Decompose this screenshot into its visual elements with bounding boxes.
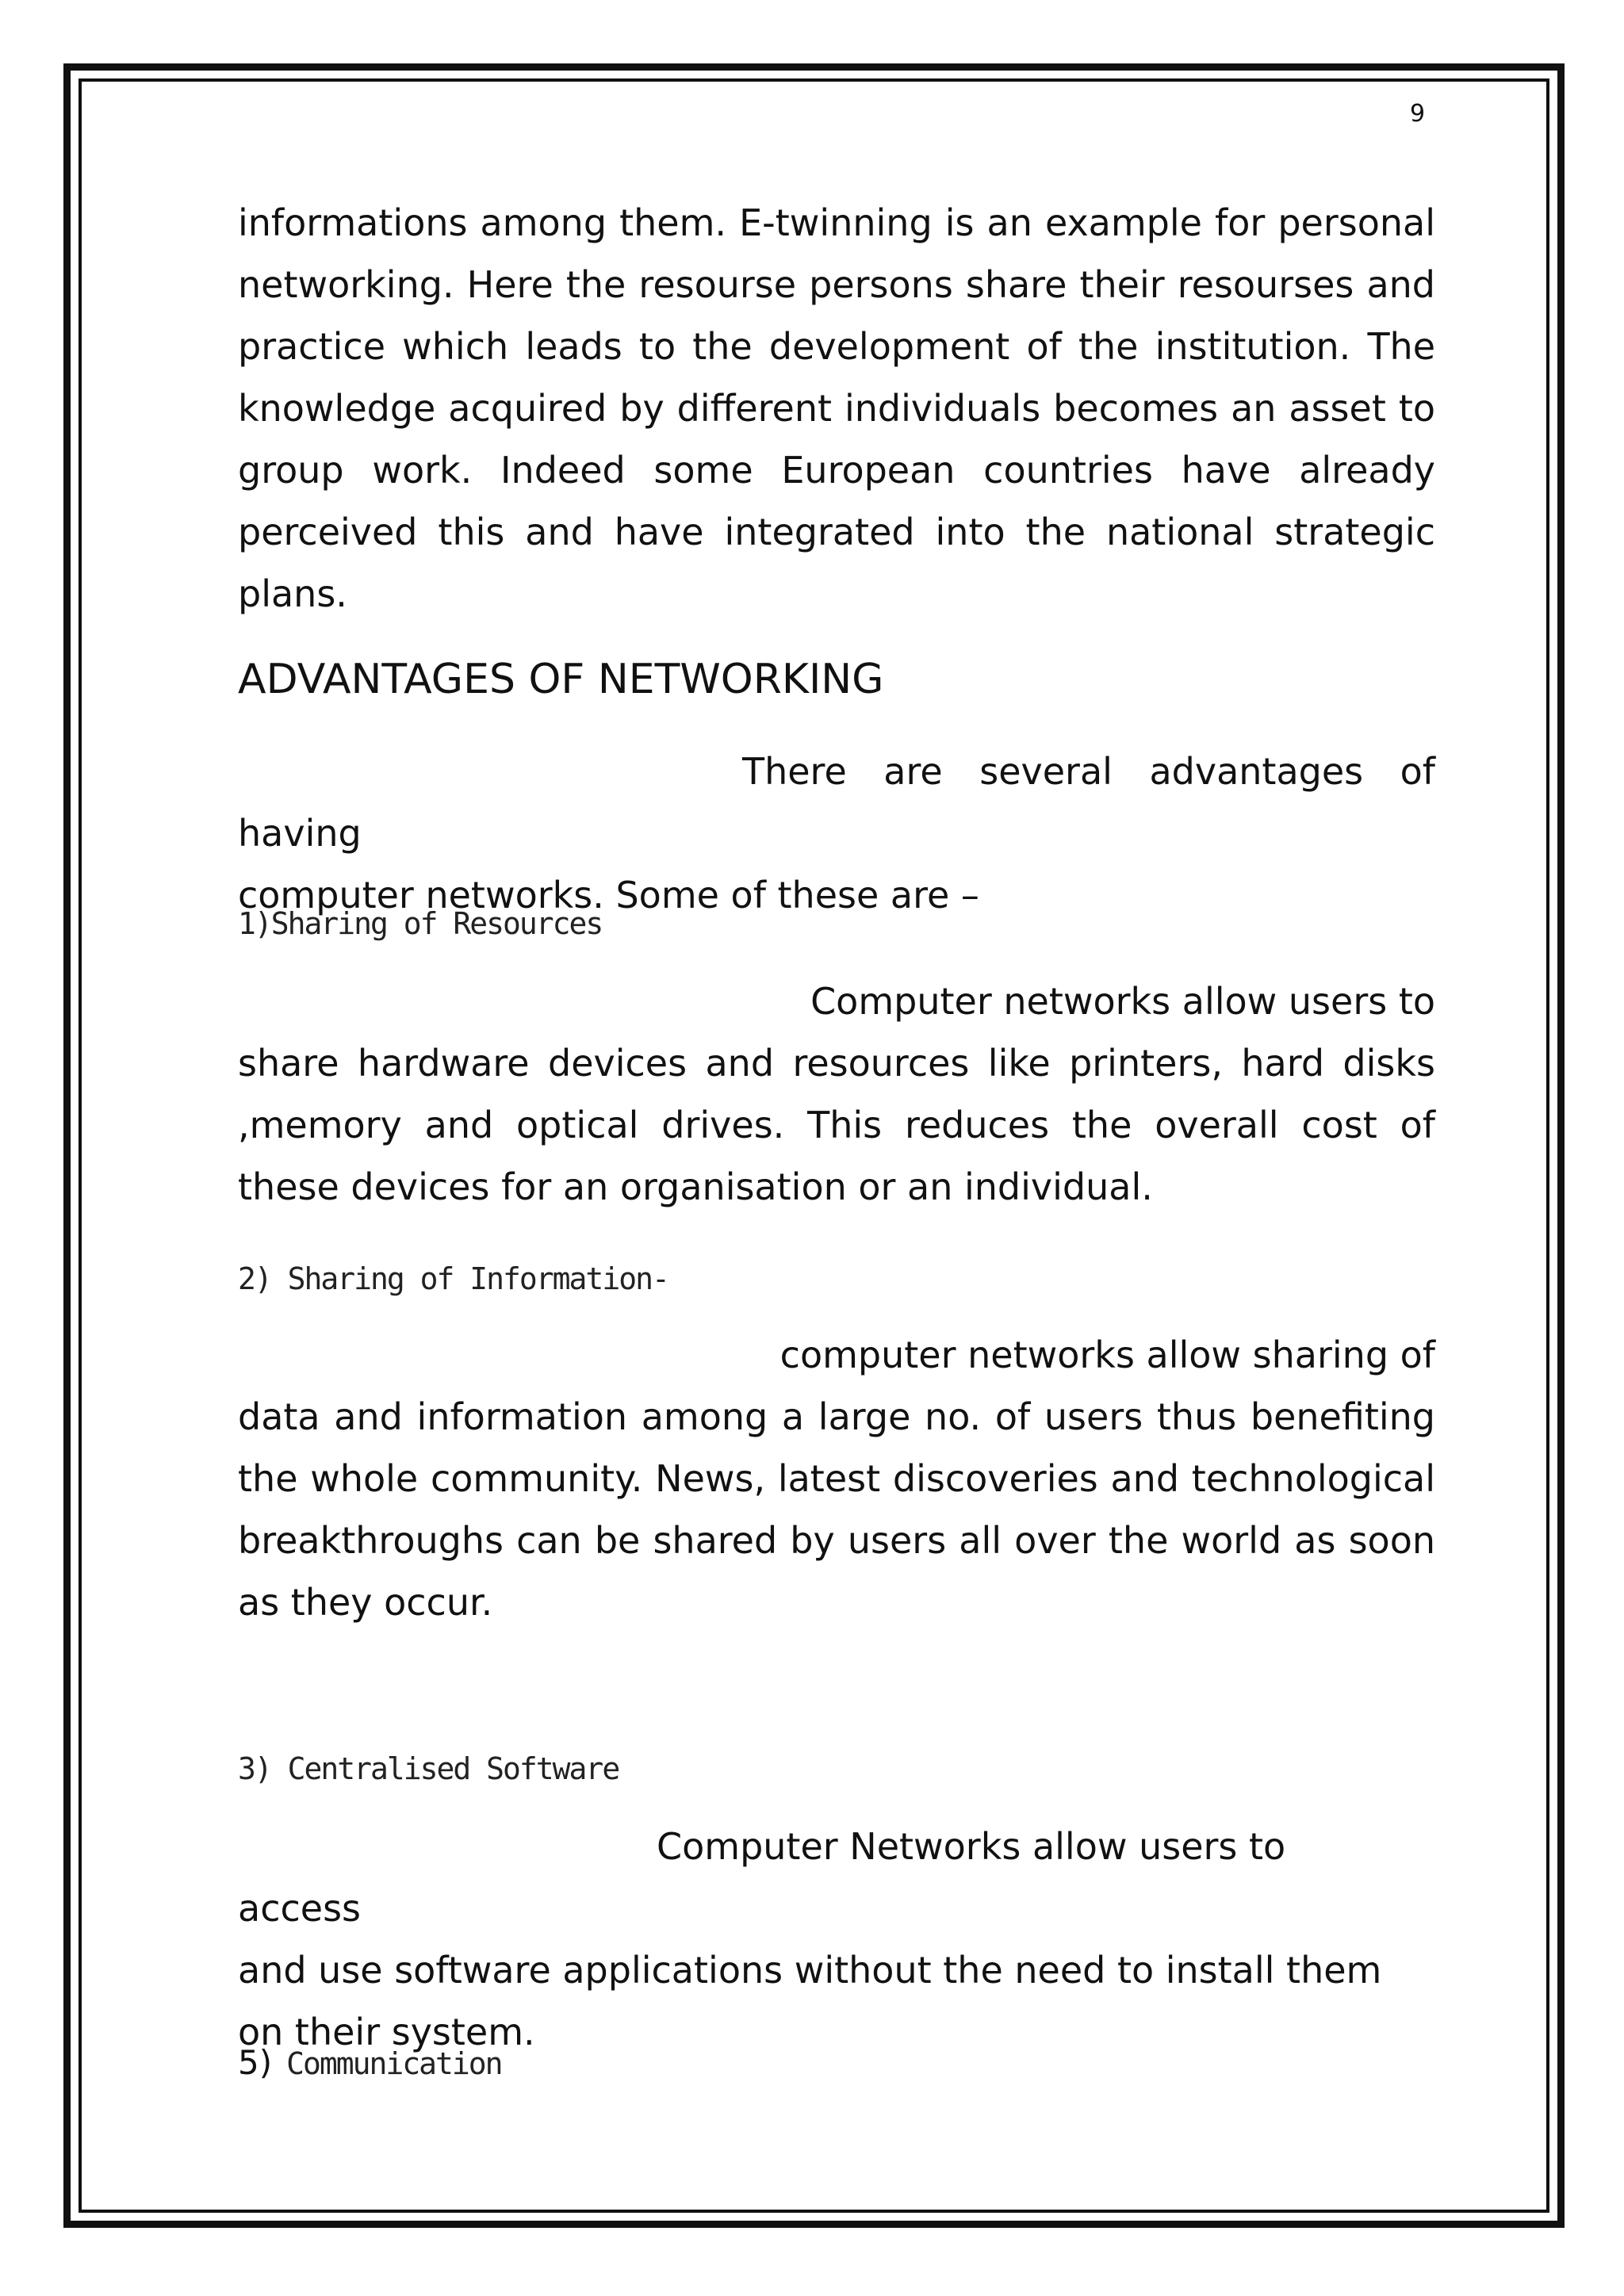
item-lead-sharing-information: computer networks allow sharing of (779, 1334, 1435, 1376)
item-rest-centralised-software: and use software applications without the need to install them on their system. (238, 1949, 1382, 2053)
item-paragraph-sharing-information (238, 1324, 1435, 1633)
item-rest-sharing-information: data and information among a large no. of users thus benefiting the whole community. News, latest discoveries and technological breakthroughs can be shared by users all over the world as soon as they occur. (238, 1395, 1435, 1624)
item-rest-sharing-resources: share hardware devices and resources like printers, hard disks ,memory and optical drives. This reduces the overall cost of these devices for an organisation or an individual. (238, 1042, 1435, 1208)
item-heading-sharing-information: 2) Sharing of Information- (238, 1261, 668, 1296)
item-label-communication: Communication (286, 2046, 502, 2081)
item-heading-centralised-software: 3) Centralised Software (238, 1751, 619, 1786)
item-paragraph-sharing-resources (238, 970, 1435, 1218)
section-intro-rest: computer networks. Some of these are – (238, 874, 979, 916)
item-lead-centralised-software: Computer Networks allow users to access (238, 1825, 1286, 1930)
section-heading: ADVANTAGES OF NETWORKING (238, 656, 884, 703)
intro-paragraph (238, 192, 1435, 625)
section-intro-lead: There are several advantages of having (238, 750, 1435, 855)
item-lead-sharing-resources: Computer networks allow users to (810, 980, 1435, 1023)
item-heading-sharing-resources: 1)Sharing of Resources (238, 906, 603, 941)
item-paragraph-centralised-software (238, 1816, 1405, 2063)
item-number-communication: 5) (238, 2043, 273, 2082)
section-intro-paragraph (238, 740, 1435, 926)
page-number: 9 (1410, 100, 1426, 128)
item-heading-communication (238, 2041, 502, 2092)
intro-paragraph-text: informations among them. E-twinning is an example for personal networking. Here the resourse persons share their resourses and practice which leads to the development of the institution. The knowledge acquired by different individuals becomes an asset to group work. Indeed some European countries have already perceived this and have integrated into the national strategic plans. (238, 201, 1435, 615)
